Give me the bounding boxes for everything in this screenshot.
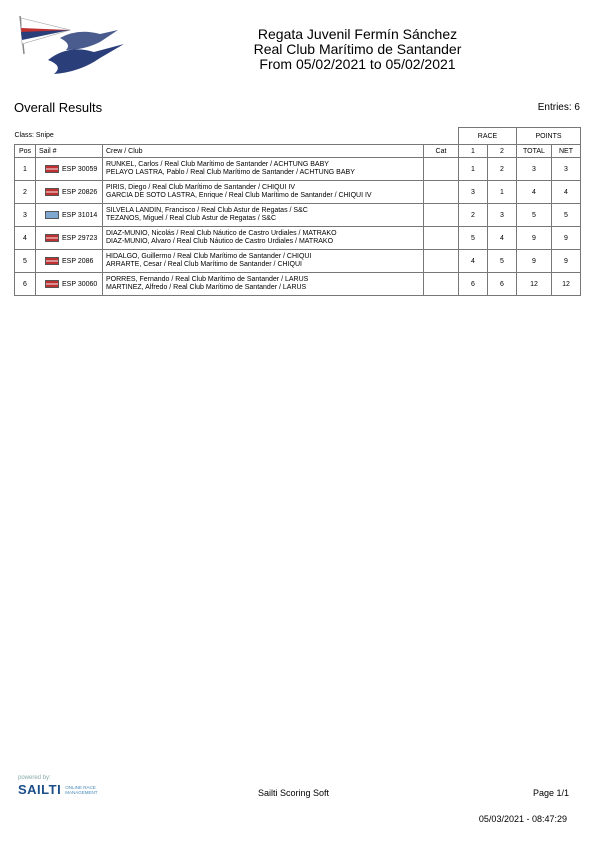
category-cell bbox=[424, 158, 459, 181]
class-header-row bbox=[15, 128, 581, 145]
sail-number: ESP 31014 bbox=[62, 211, 98, 219]
sailti-logo bbox=[18, 775, 128, 805]
country-flag-icon bbox=[45, 211, 59, 219]
race-2-score: 3 bbox=[488, 204, 517, 227]
race-2-score: 4 bbox=[488, 227, 517, 250]
race-1-score: 3 bbox=[459, 181, 488, 204]
total-points: 4 bbox=[517, 181, 552, 204]
category-cell bbox=[424, 227, 459, 250]
club-logo bbox=[14, 14, 126, 86]
sailti-tagline-line-1: ONLINE RACE bbox=[65, 784, 96, 790]
crew-entry: ARRARTE, Cesar / Real Club Marítimo de Santander / CHIQUI bbox=[106, 261, 302, 268]
sail-cell bbox=[36, 273, 103, 296]
category-cell bbox=[424, 204, 459, 227]
position-cell: 5 bbox=[15, 250, 36, 273]
race-2-score: 6 bbox=[488, 273, 517, 296]
crew-cell bbox=[103, 273, 424, 296]
race-2-score: 2 bbox=[488, 158, 517, 181]
col-net: NET bbox=[552, 145, 581, 158]
result-row bbox=[15, 181, 581, 204]
points-group-header: POINTS bbox=[517, 128, 581, 145]
col-crew: Crew / Club bbox=[103, 145, 424, 158]
helm-entry: RUNKEL, Carlos / Real Club Marítimo de Santander / ACHTUNG BABY bbox=[106, 161, 329, 168]
total-points: 9 bbox=[517, 250, 552, 273]
results-table bbox=[14, 127, 581, 296]
column-header-row bbox=[15, 145, 581, 158]
regatta-title: Regata Juvenil Fermín Sánchez bbox=[257, 26, 458, 42]
total-points: 12 bbox=[517, 273, 552, 296]
regatta-dates: From 05/02/2021 to 05/02/2021 bbox=[259, 56, 456, 72]
position-cell: 2 bbox=[15, 181, 36, 204]
result-row bbox=[15, 250, 581, 273]
total-points: 3 bbox=[517, 158, 552, 181]
sailti-brand: SAILTI bbox=[18, 782, 62, 797]
net-points: 9 bbox=[552, 227, 581, 250]
crew-cell bbox=[103, 158, 424, 181]
crew-entry: DIAZ-MUNIO, Alvaro / Real Club Náutico de Castro Urdiales / MATRAKO bbox=[106, 238, 334, 245]
sail-number: ESP 29723 bbox=[62, 234, 98, 242]
race-1-score: 5 bbox=[459, 227, 488, 250]
software-name: Sailti Scoring Soft bbox=[258, 788, 330, 798]
net-points: 3 bbox=[552, 158, 581, 181]
regatta-header bbox=[120, 27, 595, 72]
entries-count: Entries: 6 bbox=[537, 102, 580, 113]
position-cell: 6 bbox=[15, 273, 36, 296]
result-row bbox=[15, 158, 581, 181]
sail-cell bbox=[36, 204, 103, 227]
net-points: 4 bbox=[552, 181, 581, 204]
col-race-2: 2 bbox=[488, 145, 517, 158]
helm-entry: PORRES, Fernando / Real Club Marítimo de Santander / LARUS bbox=[106, 276, 309, 283]
crew-cell bbox=[103, 204, 424, 227]
country-flag-icon bbox=[45, 188, 59, 196]
class-label: Class: Snipe bbox=[15, 128, 459, 145]
crew-cell bbox=[103, 181, 424, 204]
page-number: Page 1/1 bbox=[532, 788, 569, 798]
race-1-score: 6 bbox=[459, 273, 488, 296]
race-2-score: 5 bbox=[488, 250, 517, 273]
net-points: 12 bbox=[552, 273, 581, 296]
race-1-score: 1 bbox=[459, 158, 488, 181]
total-points: 5 bbox=[517, 204, 552, 227]
crew-entry: TEZANOS, Miguel / Real Club Astur de Regatas / S&C bbox=[106, 215, 277, 222]
crew-entry: PELAYO LASTRA, Pablo / Real Club Marítimo de Santander / ACHTUNG BABY bbox=[106, 169, 355, 176]
net-points: 5 bbox=[552, 204, 581, 227]
sail-cell bbox=[36, 250, 103, 273]
country-flag-icon bbox=[45, 257, 59, 265]
sail-number: ESP 30059 bbox=[62, 165, 98, 173]
sail-cell bbox=[36, 158, 103, 181]
sail-cell bbox=[36, 227, 103, 250]
helm-entry: PIRIS, Diego / Real Club Marítimo de Santander / CHIQUI IV bbox=[106, 184, 296, 191]
print-timestamp: 05/03/2021 - 08:47:29 bbox=[478, 814, 567, 824]
race-1-score: 2 bbox=[459, 204, 488, 227]
total-points: 9 bbox=[517, 227, 552, 250]
helm-entry: DIAZ-MUNIO, Nicolás / Real Club Náutico de Castro Urdiales / MATRAKO bbox=[106, 230, 337, 237]
category-cell bbox=[424, 181, 459, 204]
race-2-score: 1 bbox=[488, 181, 517, 204]
section-title: Overall Results bbox=[14, 100, 103, 115]
result-row bbox=[15, 273, 581, 296]
col-sail: Sail # bbox=[36, 145, 103, 158]
crew-cell bbox=[103, 227, 424, 250]
position-cell: 4 bbox=[15, 227, 36, 250]
crew-entry: MARTINEZ, Alfredo / Real Club Marítimo de Santander / LARUS bbox=[106, 284, 307, 291]
sail-cell bbox=[36, 181, 103, 204]
category-cell bbox=[424, 273, 459, 296]
race-1-score: 4 bbox=[459, 250, 488, 273]
col-race-1: 1 bbox=[459, 145, 488, 158]
sail-number: ESP 2086 bbox=[62, 257, 94, 265]
powered-by-label: powered by: bbox=[18, 775, 51, 781]
col-pos: Pos bbox=[15, 145, 36, 158]
helm-entry: SILVELA LANDIN, Francisco / Real Club Astur de Regatas / S&C bbox=[106, 207, 308, 214]
crew-cell bbox=[103, 250, 424, 273]
country-flag-icon bbox=[45, 280, 59, 288]
host-club: Real Club Marítimo de Santander bbox=[253, 41, 462, 57]
result-row bbox=[15, 204, 581, 227]
category-cell bbox=[424, 250, 459, 273]
helm-entry: HIDALGO, Guillermo / Real Club Marítimo de Santander / CHIQUI bbox=[106, 253, 312, 260]
position-cell: 1 bbox=[15, 158, 36, 181]
sailti-tagline-line-2: MANAGEMENT bbox=[65, 789, 98, 795]
col-total: TOTAL bbox=[517, 145, 552, 158]
position-cell: 3 bbox=[15, 204, 36, 227]
sail-number: ESP 30060 bbox=[62, 280, 98, 288]
race-group-header: RACE bbox=[459, 128, 517, 145]
country-flag-icon bbox=[45, 234, 59, 242]
sailti-tagline bbox=[65, 785, 97, 795]
net-points: 9 bbox=[552, 250, 581, 273]
sail-number: ESP 20826 bbox=[62, 188, 98, 196]
result-row bbox=[15, 227, 581, 250]
country-flag-icon bbox=[45, 165, 59, 173]
crew-entry: GARCIA DE SOTO LASTRA, Enrique / Real Club Marítimo de Santander / CHIQUI IV bbox=[106, 192, 372, 199]
col-cat: Cat bbox=[424, 145, 459, 158]
